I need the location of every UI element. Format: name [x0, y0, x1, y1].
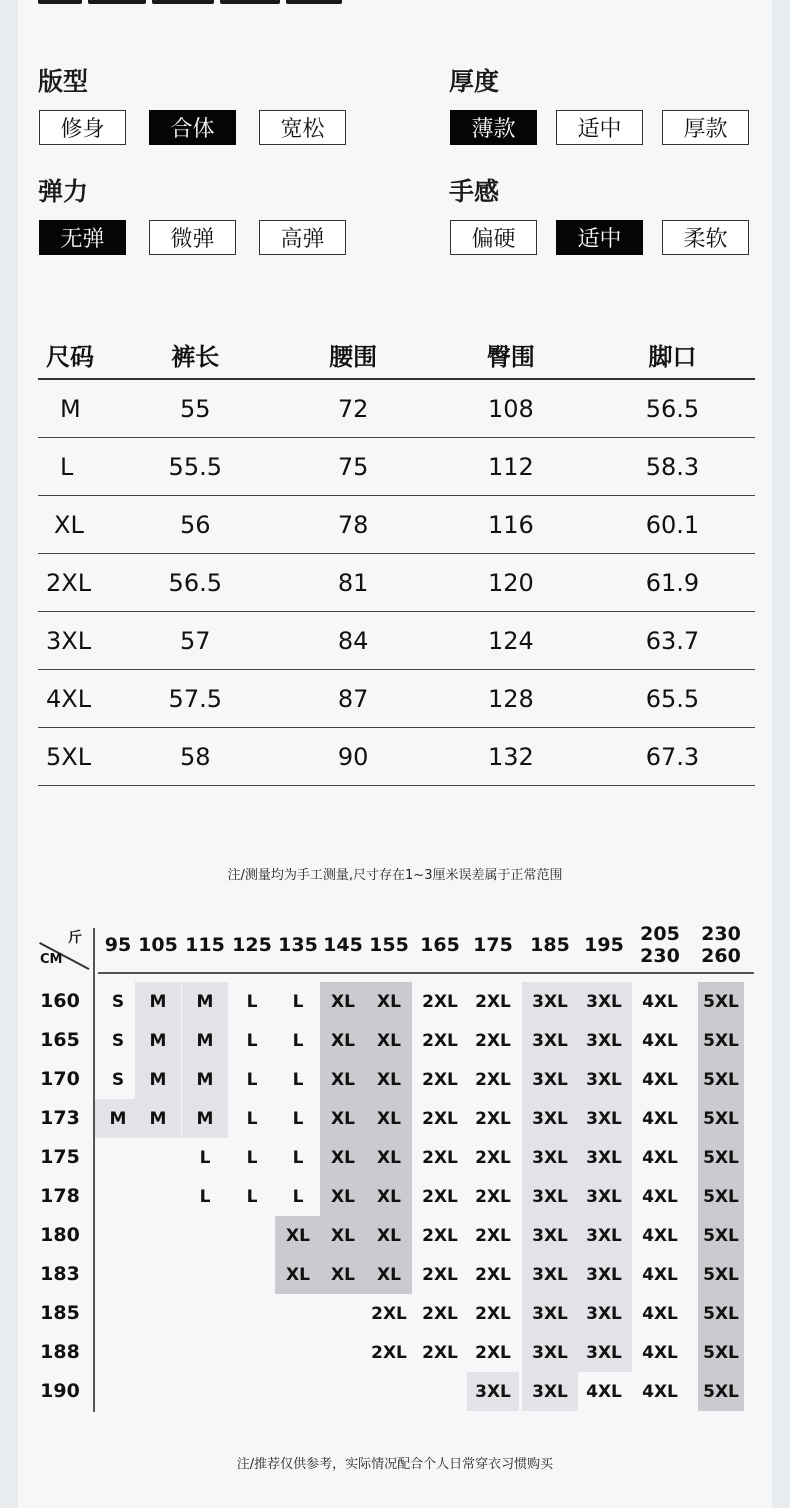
recommend-cell: L — [292, 991, 304, 1012]
recommend-cell: 2XL — [422, 1108, 458, 1129]
header-length: 裤长 — [116, 331, 274, 379]
measure-cell: 81 — [274, 554, 431, 612]
recommend-cell — [135, 1372, 181, 1411]
recommend-cell: 3XL — [576, 1255, 632, 1294]
weight-header-line: 185 — [530, 934, 570, 956]
weight-header-line: 260 — [701, 945, 741, 967]
recommend-cell — [320, 1372, 366, 1411]
measure-cell: 120 — [432, 554, 590, 612]
weight-header — [473, 918, 513, 972]
recommend-cell — [229, 1372, 275, 1411]
recommend-cell: S — [111, 1030, 125, 1051]
recommend-cell: XL — [275, 1255, 321, 1294]
size-cell: M — [38, 379, 116, 438]
horizontal-divider — [98, 972, 754, 974]
measure-cell: 116 — [432, 496, 590, 554]
measure-cell: 58.3 — [590, 438, 755, 496]
recommend-cell: 5XL — [698, 1372, 744, 1411]
recommend-cell: XL — [366, 1138, 412, 1177]
recommend-cell: 4XL — [642, 1030, 678, 1051]
measure-note: 注/测量均为手工测量,尺寸存在1~3厘米误差属于正常范围 — [227, 868, 563, 883]
weight-header-line: 155 — [369, 934, 409, 956]
recommend-cell — [182, 1372, 228, 1411]
recommend-cell: L — [246, 1069, 258, 1090]
thickness-options — [450, 110, 772, 145]
recommend-cell: M — [135, 1099, 181, 1138]
recommend-cell: 2XL — [371, 1342, 407, 1363]
thickness-option: 厚款 — [662, 110, 749, 145]
recommend-cell: L — [292, 1030, 304, 1051]
fit-option: 修身 — [39, 110, 126, 145]
weight-header — [323, 918, 363, 972]
recommend-cell: XL — [366, 982, 412, 1021]
recommend-cell: 2XL — [475, 1225, 511, 1246]
recommend-cell: XL — [320, 1255, 366, 1294]
measure-cell: 58 — [116, 728, 274, 786]
fit-options — [39, 110, 369, 145]
recommend-cell: 3XL — [522, 1294, 578, 1333]
recommend-cell: 2XL — [475, 1108, 511, 1129]
weight-header-line: 125 — [232, 934, 272, 956]
measure-cell: 56 — [116, 496, 274, 554]
recommend-cell — [182, 1294, 228, 1333]
recommend-cell: 2XL — [422, 1342, 458, 1363]
weight-header — [369, 918, 409, 972]
measure-cell: 56.5 — [590, 379, 755, 438]
measure-cell: 57.5 — [116, 670, 274, 728]
measure-cell: 87 — [274, 670, 431, 728]
recommend-note: 注/推荐仅供参考，实际情况配合个人日常穿衣习惯购买 — [236, 1457, 554, 1472]
table-row — [38, 670, 755, 728]
recommend-cell: 3XL — [522, 1216, 578, 1255]
measure-cell: 63.7 — [590, 612, 755, 670]
size-table — [38, 331, 755, 786]
weight-header-line: 145 — [323, 934, 363, 956]
recommend-cell: XL — [366, 1099, 412, 1138]
recommend-cell: 4XL — [642, 1381, 678, 1402]
recommend-cell: M — [135, 1060, 181, 1099]
recommend-cell — [275, 1372, 321, 1411]
recommend-cell: 2XL — [475, 1186, 511, 1207]
table-row — [38, 612, 755, 670]
recommend-cell: XL — [320, 1216, 366, 1255]
recommend-cell: 3XL — [576, 1138, 632, 1177]
weight-header — [420, 918, 460, 972]
measure-cell: 72 — [274, 379, 431, 438]
recommend-cell: M — [182, 1099, 228, 1138]
weight-header-line: 135 — [278, 934, 318, 956]
measure-cell: 112 — [432, 438, 590, 496]
weight-unit: 斤 — [68, 930, 82, 946]
header-leg-opening: 脚口 — [590, 331, 755, 379]
recommend-cell: 4XL — [642, 1342, 678, 1363]
recommend-cell: 3XL — [522, 1333, 578, 1372]
recommend-cell — [229, 1255, 275, 1294]
recommend-cell: 3XL — [576, 1021, 632, 1060]
recommend-cell: L — [246, 991, 258, 1012]
weight-header-line: 175 — [473, 934, 513, 956]
measure-cell: 57 — [116, 612, 274, 670]
weight-header-line: 105 — [138, 934, 178, 956]
recommend-cell: 3XL — [522, 1255, 578, 1294]
measure-cell: 124 — [432, 612, 590, 670]
size-cell: 2XL — [38, 554, 116, 612]
recommend-cell: 5XL — [698, 1294, 744, 1333]
weight-header — [185, 918, 225, 972]
recommend-cell — [135, 1216, 181, 1255]
cropped-title — [38, 0, 358, 6]
header-size: 尺码 — [38, 331, 116, 379]
height-label: 170 — [40, 1068, 80, 1090]
height-label: 173 — [40, 1107, 80, 1129]
recommend-cell: 2XL — [422, 1030, 458, 1051]
recommend-cell: XL — [366, 1177, 412, 1216]
recommend-cell: 3XL — [522, 1138, 578, 1177]
recommend-cell: 4XL — [642, 1069, 678, 1090]
fit-option: 宽松 — [259, 110, 346, 145]
recommend-cell: 2XL — [475, 1147, 511, 1168]
recommend-cell — [320, 1294, 366, 1333]
elasticity-label: 弹力 — [38, 177, 89, 206]
recommend-cell: M — [182, 982, 228, 1021]
recommend-cell — [135, 1177, 181, 1216]
height-unit: CM — [40, 952, 63, 967]
recommend-cell: XL — [320, 1060, 366, 1099]
recommend-cell: M — [95, 1099, 141, 1138]
recommend-cell: 4XL — [642, 1108, 678, 1129]
weight-header — [138, 918, 178, 972]
recommend-cell: 3XL — [522, 982, 578, 1021]
thickness-option: 薄款 — [450, 110, 537, 145]
table-row — [38, 728, 755, 786]
recommend-cell: S — [111, 991, 125, 1012]
recommend-cell: XL — [366, 1255, 412, 1294]
recommend-cell: XL — [366, 1021, 412, 1060]
recommend-cell: 2XL — [422, 1225, 458, 1246]
weight-header-line: 95 — [104, 934, 132, 956]
recommend-cell: 5XL — [698, 1060, 744, 1099]
height-label: 178 — [40, 1185, 80, 1207]
size-cell: XL — [38, 496, 116, 554]
recommend-cell: XL — [320, 1138, 366, 1177]
weight-header — [232, 918, 272, 972]
weight-header-line: 115 — [185, 934, 225, 956]
measure-cell: 56.5 — [116, 554, 274, 612]
elasticity-option: 微弹 — [149, 220, 236, 255]
recommend-cell: L — [199, 1186, 211, 1207]
weight-header — [640, 918, 680, 972]
height-label: 160 — [40, 990, 80, 1012]
recommend-cell: 3XL — [576, 1294, 632, 1333]
measure-cell: 67.3 — [590, 728, 755, 786]
height-label: 183 — [40, 1263, 80, 1285]
recommend-cell — [275, 1294, 321, 1333]
weight-header-line: 230 — [640, 945, 680, 967]
recommend-cell — [135, 1333, 181, 1372]
recommend-cell: 3XL — [522, 1099, 578, 1138]
measure-cell: 90 — [274, 728, 431, 786]
recommend-cell: M — [135, 982, 181, 1021]
height-label: 188 — [40, 1341, 80, 1363]
corner-header — [38, 918, 94, 970]
weight-header-line: 165 — [420, 934, 460, 956]
recommend-cell: L — [292, 1147, 304, 1168]
feel-option: 偏硬 — [450, 220, 537, 255]
thickness-option: 适中 — [556, 110, 643, 145]
measure-cell: 84 — [274, 612, 431, 670]
recommend-cell: 2XL — [371, 1303, 407, 1324]
recommend-cell: 3XL — [467, 1372, 519, 1411]
recommend-cell: 5XL — [698, 1099, 744, 1138]
measure-cell: 55.5 — [116, 438, 274, 496]
recommend-cell: 2XL — [475, 991, 511, 1012]
recommend-cell: 2XL — [422, 1264, 458, 1285]
recommend-cell: 5XL — [698, 1177, 744, 1216]
recommend-cell — [229, 1216, 275, 1255]
size-cell: L — [38, 438, 116, 496]
recommend-cell: 2XL — [475, 1303, 511, 1324]
measure-cell: 132 — [432, 728, 590, 786]
header-waist: 腰围 — [274, 331, 431, 379]
elasticity-option: 无弹 — [39, 220, 126, 255]
size-cell: 4XL — [38, 670, 116, 728]
recommend-cell: 5XL — [698, 982, 744, 1021]
recommend-cell: L — [246, 1186, 258, 1207]
measure-cell: 128 — [432, 670, 590, 728]
recommend-cell: 2XL — [475, 1069, 511, 1090]
recommend-cell: 4XL — [642, 1186, 678, 1207]
recommend-cell: 5XL — [698, 1333, 744, 1372]
measure-cell: 60.1 — [590, 496, 755, 554]
table-row — [38, 496, 755, 554]
header-hip: 臀围 — [432, 331, 590, 379]
elasticity-options — [39, 220, 369, 255]
recommend-cell: XL — [320, 1099, 366, 1138]
recommend-cell: 2XL — [422, 1303, 458, 1324]
weight-header — [278, 918, 318, 972]
height-label: 185 — [40, 1302, 80, 1324]
recommend-cell: 4XL — [586, 1381, 622, 1402]
recommend-cell: 2XL — [475, 1264, 511, 1285]
recommend-cell — [182, 1255, 228, 1294]
weight-header — [105, 918, 131, 972]
recommend-cell: XL — [366, 1060, 412, 1099]
recommend-cell — [135, 1138, 181, 1177]
recommend-cell: L — [246, 1108, 258, 1129]
recommend-cell: 5XL — [698, 1255, 744, 1294]
weight-header-line: 195 — [584, 934, 624, 956]
recommend-cell: 3XL — [576, 1333, 632, 1372]
recommend-cell: 5XL — [698, 1216, 744, 1255]
recommend-cell: 3XL — [522, 1060, 578, 1099]
measure-cell: 78 — [274, 496, 431, 554]
recommend-cell: 3XL — [522, 1021, 578, 1060]
recommend-cell: 2XL — [422, 1147, 458, 1168]
weight-header — [530, 918, 570, 972]
weight-header — [701, 918, 741, 972]
recommend-cell: XL — [320, 982, 366, 1021]
recommend-cell: XL — [320, 1021, 366, 1060]
recommend-cell — [229, 1294, 275, 1333]
measure-cell: 75 — [274, 438, 431, 496]
elasticity-option: 高弹 — [259, 220, 346, 255]
table-row — [38, 554, 755, 612]
feel-label: 手感 — [449, 177, 500, 206]
weight-header-line: 205 — [640, 923, 680, 945]
recommend-cell: XL — [320, 1177, 366, 1216]
recommend-cell — [229, 1333, 275, 1372]
recommend-cell: M — [182, 1060, 228, 1099]
weight-header-line: 230 — [701, 923, 741, 945]
recommend-cell — [182, 1333, 228, 1372]
measure-cell: 61.9 — [590, 554, 755, 612]
recommend-cell: M — [135, 1021, 181, 1060]
table-row — [38, 438, 755, 496]
recommend-cell: XL — [366, 1216, 412, 1255]
fit-option: 合体 — [149, 110, 236, 145]
recommend-cell: 5XL — [698, 1021, 744, 1060]
recommend-cell: 4XL — [642, 1264, 678, 1285]
recommend-cell: L — [199, 1147, 211, 1168]
measure-cell: 65.5 — [590, 670, 755, 728]
recommend-cell — [414, 1372, 466, 1411]
table-row — [38, 379, 755, 438]
fit-label: 版型 — [38, 67, 89, 96]
recommend-cell: 3XL — [576, 1060, 632, 1099]
recommend-cell: 3XL — [576, 1177, 632, 1216]
recommend-cell: 2XL — [475, 1342, 511, 1363]
recommend-cell: 3XL — [576, 1099, 632, 1138]
recommend-cell — [275, 1333, 321, 1372]
recommend-cell: 2XL — [422, 1069, 458, 1090]
recommend-cell: 2XL — [422, 991, 458, 1012]
recommend-cell: 3XL — [576, 1216, 632, 1255]
recommend-cell: 3XL — [522, 1177, 578, 1216]
recommend-cell: L — [246, 1147, 258, 1168]
recommend-cell — [135, 1255, 181, 1294]
recommend-cell: 5XL — [698, 1138, 744, 1177]
thickness-label: 厚度 — [449, 67, 500, 96]
recommend-cell: 2XL — [422, 1186, 458, 1207]
height-label: 190 — [40, 1380, 80, 1402]
size-recommendation-chart — [38, 918, 758, 1418]
recommend-cell — [135, 1294, 181, 1333]
recommend-cell: L — [246, 1030, 258, 1051]
feel-option: 适中 — [556, 220, 643, 255]
recommend-cell: 2XL — [475, 1030, 511, 1051]
recommend-cell — [182, 1216, 228, 1255]
recommend-cell: L — [292, 1069, 304, 1090]
feel-options — [450, 220, 772, 255]
size-cell: 5XL — [38, 728, 116, 786]
recommend-cell: 4XL — [642, 1225, 678, 1246]
recommend-cell: 3XL — [522, 1372, 578, 1411]
feel-option: 柔软 — [662, 220, 749, 255]
size-cell: 3XL — [38, 612, 116, 670]
height-label: 175 — [40, 1146, 80, 1168]
size-table-header — [38, 331, 755, 379]
height-label: 180 — [40, 1224, 80, 1246]
measure-cell: 55 — [116, 379, 274, 438]
recommend-cell — [366, 1372, 412, 1411]
recommend-cell: 4XL — [642, 991, 678, 1012]
recommend-cell: 3XL — [576, 982, 632, 1021]
recommend-cell: L — [292, 1108, 304, 1129]
recommend-cell: 4XL — [642, 1303, 678, 1324]
recommend-cell: 4XL — [642, 1147, 678, 1168]
recommend-cell: L — [292, 1186, 304, 1207]
recommend-cell: S — [111, 1069, 125, 1090]
weight-header — [584, 918, 624, 972]
recommend-cell: M — [182, 1021, 228, 1060]
recommend-cell: XL — [275, 1216, 321, 1255]
recommend-cell — [320, 1333, 366, 1372]
measure-cell: 108 — [432, 379, 590, 438]
height-label: 165 — [40, 1029, 80, 1051]
